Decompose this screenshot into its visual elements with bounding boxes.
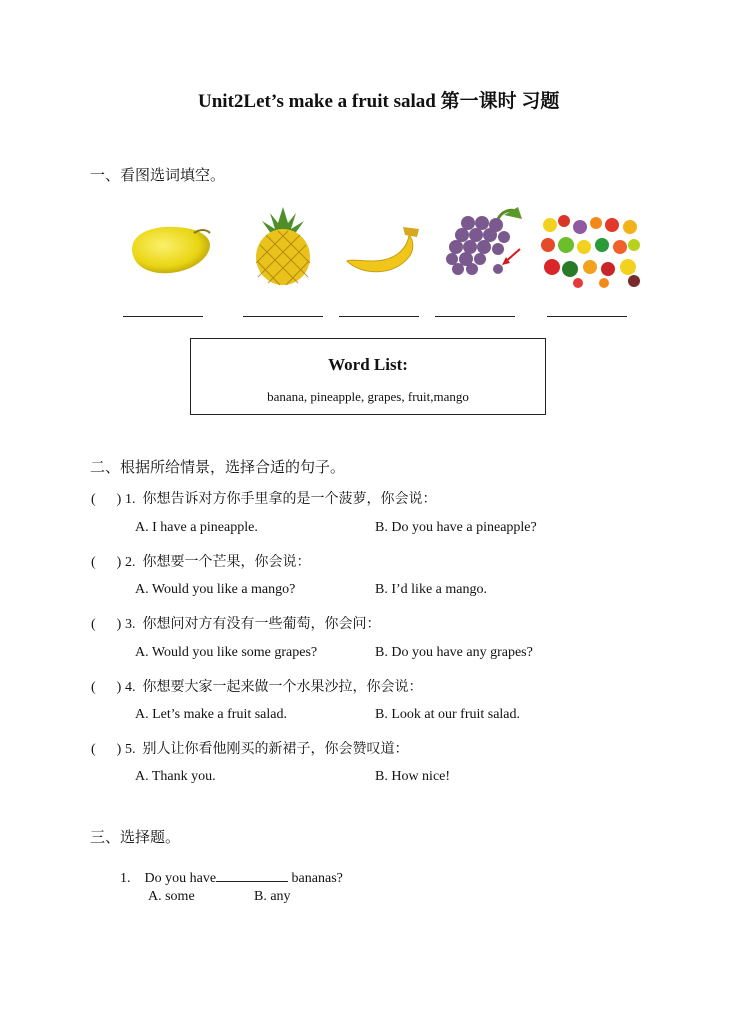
pineapple-image bbox=[248, 205, 318, 287]
answer-parentheses[interactable]: ( ) bbox=[91, 617, 122, 632]
answer-blank-3[interactable] bbox=[339, 316, 419, 317]
question-text: 别人让你看他刚买的新裙子，你会赞叹道： bbox=[142, 741, 409, 757]
answer-parentheses[interactable]: ( ) bbox=[91, 680, 122, 695]
option-a: A. I have a pineapple. bbox=[135, 520, 258, 535]
question-5: ( ) 5. 别人让你看他刚买的新裙子，你会赞叹道： bbox=[91, 741, 409, 757]
banana-image bbox=[343, 205, 425, 285]
option-a: A. Would you like some grapes? bbox=[135, 645, 318, 660]
question-text: 你想告诉对方你手里拿的是一个菠萝，你会说： bbox=[142, 491, 437, 507]
question-1: ( ) 1. 你想告诉对方你手里拿的是一个菠萝，你会说： bbox=[91, 491, 437, 507]
option-b: B. I’d like a mango. bbox=[375, 582, 487, 597]
option-b: B. Look at our fruit salad. bbox=[375, 707, 521, 722]
option-b: B. Do you have any grapes? bbox=[375, 645, 533, 660]
question-4: ( ) 4. 你想要大家一起来做一个水果沙拉，你会说： bbox=[91, 679, 423, 695]
choice-question-1: 1. Do you have bananas? bbox=[120, 868, 343, 887]
option-b: B. How nice! bbox=[375, 769, 451, 784]
option-a: A. Let’s make a fruit salad. bbox=[135, 707, 288, 722]
question-text: 你想要大家一起来做一个水果沙拉，你会说： bbox=[142, 679, 423, 695]
section-2-heading: 二、根据所给情景，选择合适的句子。 bbox=[90, 458, 346, 476]
word-list-title: Word List: bbox=[328, 355, 408, 374]
answer-parentheses[interactable]: ( ) bbox=[91, 555, 122, 570]
answer-parentheses[interactable]: ( ) bbox=[91, 742, 122, 757]
question-text: 你想问对方有没有一些葡萄，你会问： bbox=[142, 616, 381, 632]
section-3-heading: 三、选择题。 bbox=[90, 828, 181, 846]
option-a: A. Thank you. bbox=[135, 769, 216, 784]
answer-parentheses[interactable]: ( ) bbox=[91, 492, 122, 507]
option-a: A. Would you like a mango? bbox=[135, 582, 296, 597]
question-2: ( ) 2. 你想要一个芒果，你会说： bbox=[91, 554, 311, 570]
answer-blank[interactable] bbox=[216, 868, 288, 882]
page-title: Unit2Let’s make a fruit salad 第一课时 习题 bbox=[198, 91, 560, 112]
fruit-image bbox=[538, 205, 642, 291]
answer-blank-1[interactable] bbox=[123, 316, 203, 317]
word-list: banana, pineapple, grapes, fruit,mango bbox=[267, 389, 469, 404]
mango-image bbox=[126, 205, 212, 285]
answer-blank-4[interactable] bbox=[435, 316, 515, 317]
section-1-heading: 一、看图选词填空。 bbox=[90, 166, 226, 184]
question-3: ( ) 3. 你想问对方有没有一些葡萄，你会问： bbox=[91, 616, 381, 632]
answer-blank-5[interactable] bbox=[547, 316, 627, 317]
answer-blank-2[interactable] bbox=[243, 316, 323, 317]
choice-option-b: B. any bbox=[254, 889, 291, 904]
question-text: 你想要一个芒果，你会说： bbox=[142, 554, 311, 570]
word-list-box bbox=[190, 338, 546, 415]
grapes-image bbox=[440, 205, 526, 285]
choice-option-a: A. some bbox=[148, 889, 195, 904]
option-b: B. Do you have a pineapple? bbox=[375, 520, 537, 535]
